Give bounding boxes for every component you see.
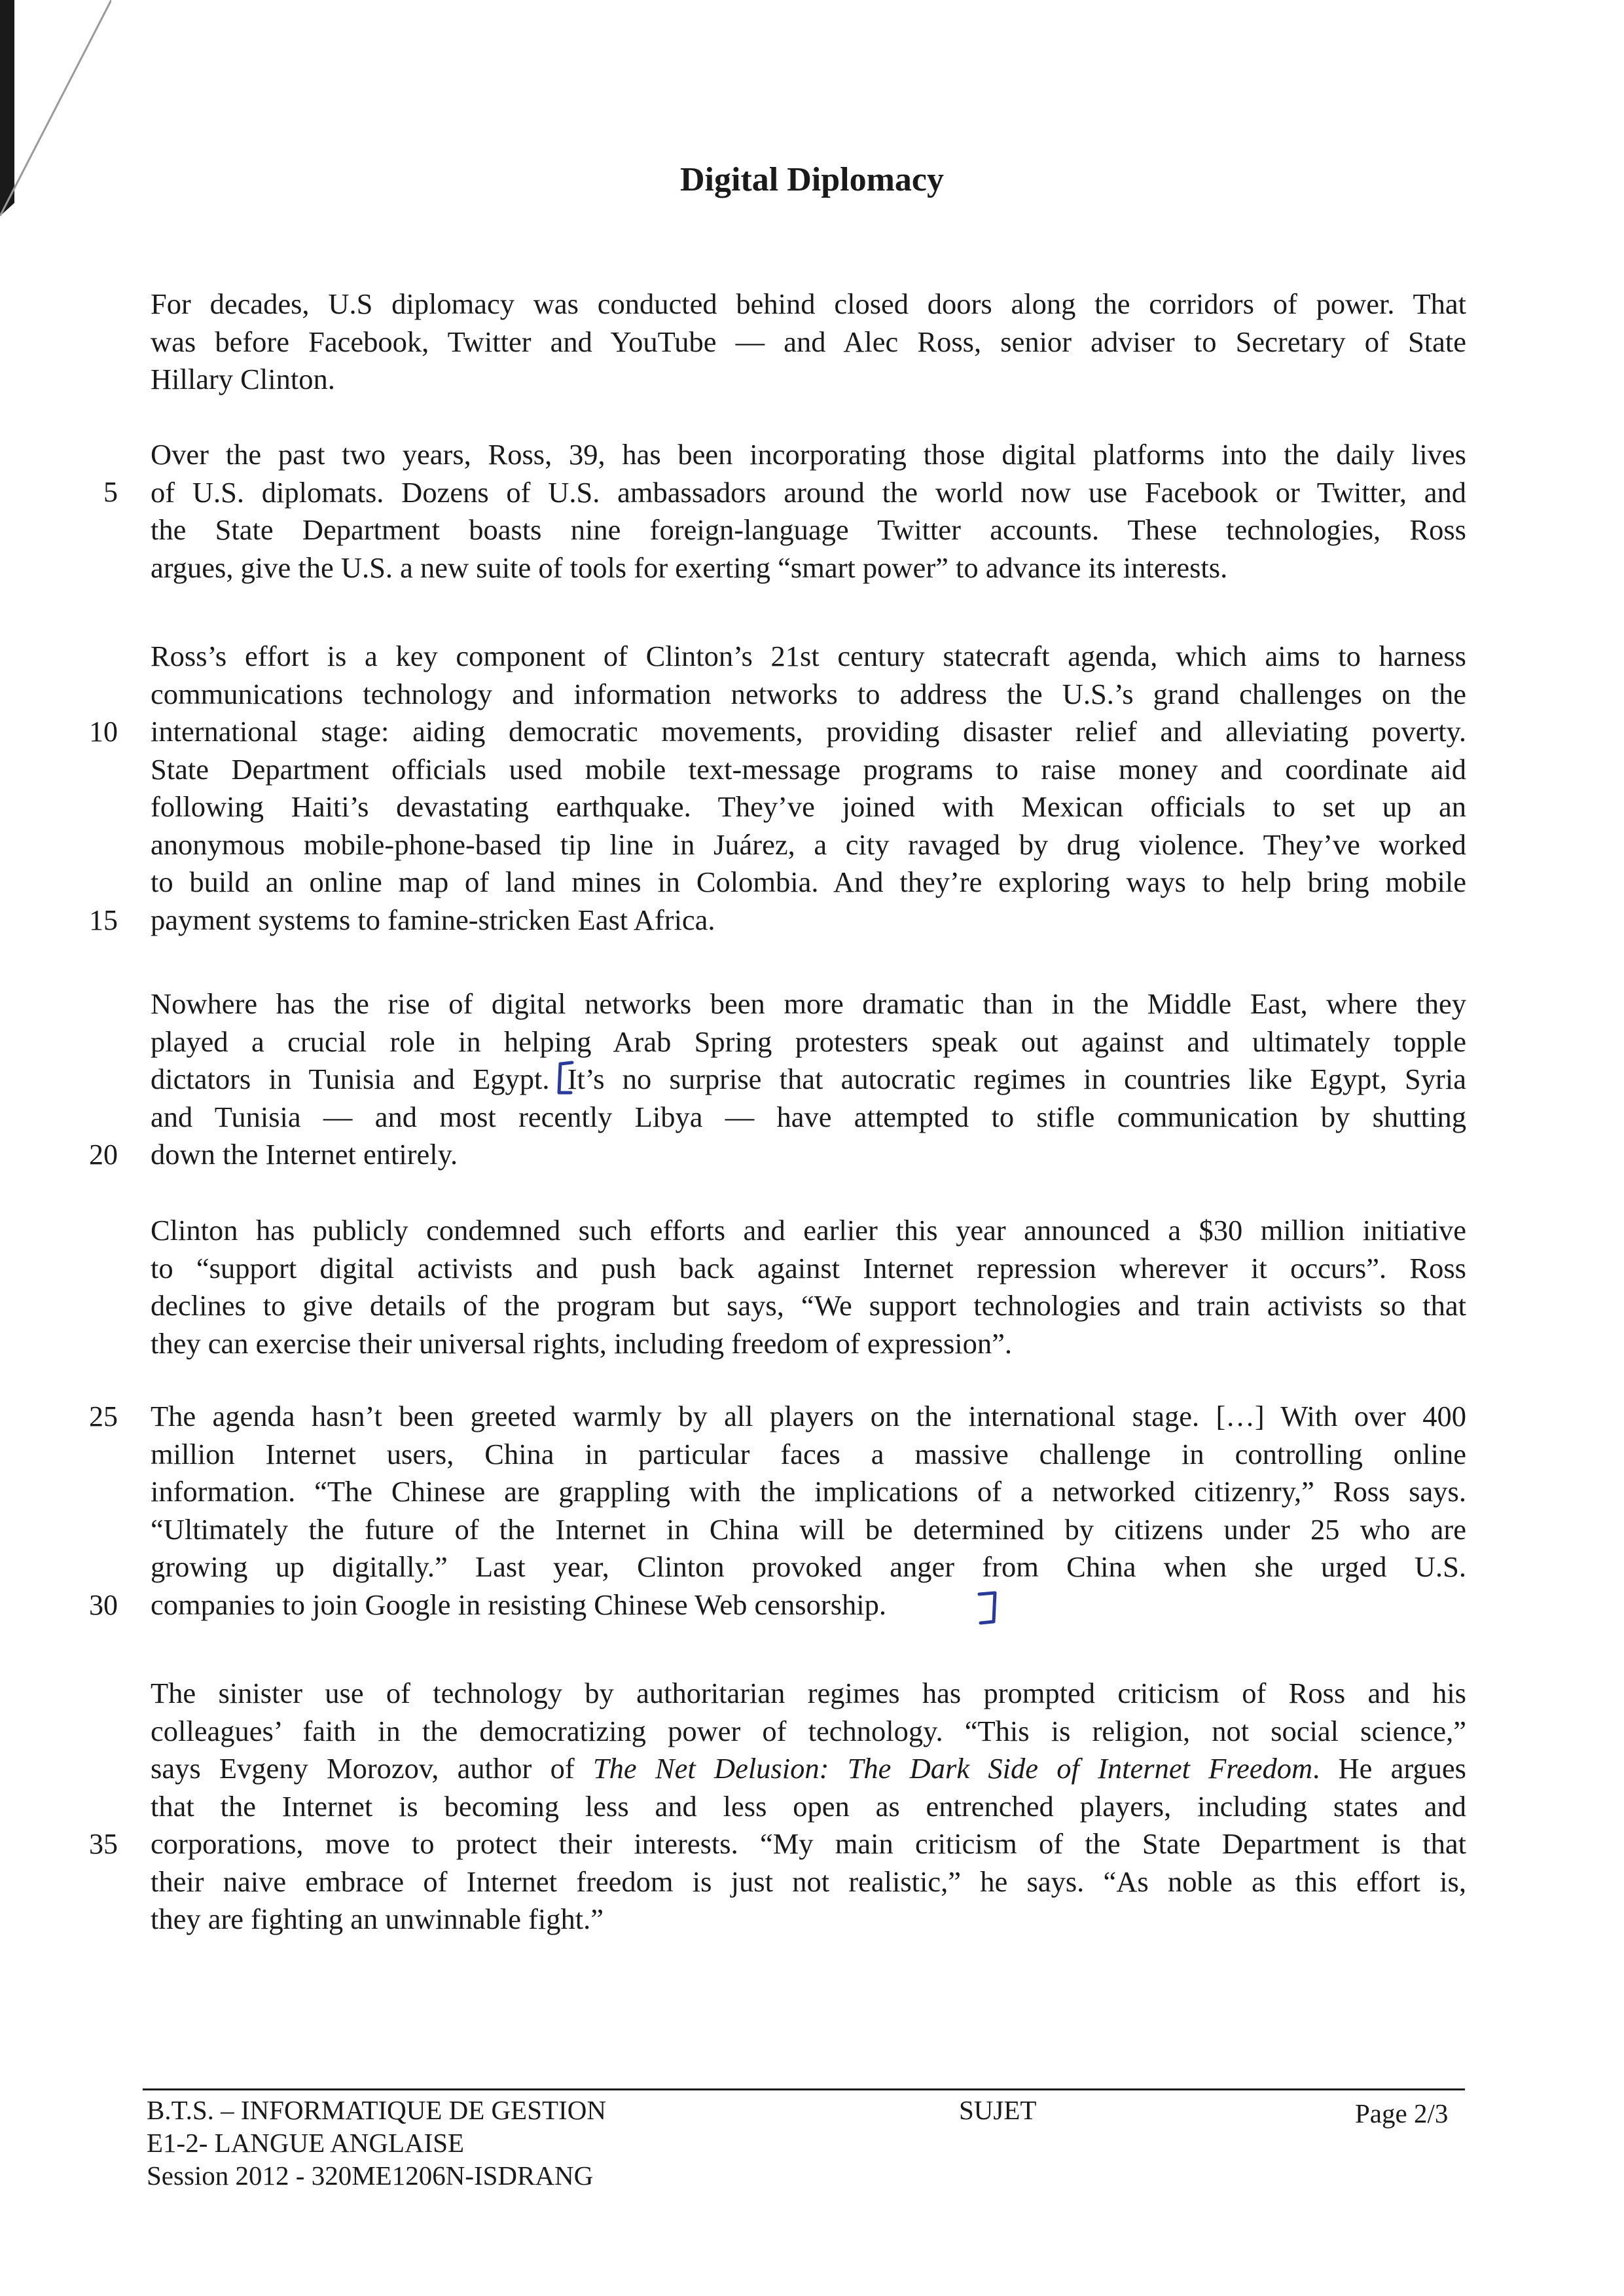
paragraph-1 bbox=[151, 285, 1466, 399]
book-title: The Net Delusion: The Dark Side of Internet Freedom bbox=[592, 1752, 1313, 1785]
text-line: For decades, U.S diplomacy was conducted behind closed doors along the corridors of power. That bbox=[151, 287, 1466, 320]
text-line: colleagues’ faith in the democratizing power of technology. “This is religion, not social science,” bbox=[151, 1714, 1466, 1747]
text-line: was before Facebook, Twitter and YouTube — and Alec Ross, senior adviser to Secretary of State bbox=[151, 325, 1466, 358]
line-number: 25 bbox=[89, 1400, 118, 1432]
text-line: The sinister use of technology by authoritarian regimes has prompted criticism of Ross and his bbox=[151, 1677, 1466, 1709]
text-line: The agenda hasn’t been greeted warmly by all players on the international stage. […] With over 400 bbox=[151, 1400, 1466, 1432]
text-line: anonymous mobile-phone-based tip line in Juárez, a city ravaged by drug violence. They’ve worked bbox=[151, 828, 1466, 861]
text-line: dictators in Tunisia and Egypt. It’s no surprise that autocratic regimes in countries like Egypt, Syria bbox=[151, 1063, 1466, 1095]
line-number: 20 bbox=[89, 1139, 118, 1171]
text-line: their naive embrace of Internet freedom is just not realistic,” he says. “As noble as this effort is, bbox=[151, 1865, 1466, 1898]
text-line: to build an online map of land mines in Colombia. And they’re exploring ways to help bring mobile bbox=[151, 866, 1466, 898]
paragraph-7 bbox=[151, 1675, 1466, 1939]
document-title: Digital Diplomacy bbox=[680, 161, 944, 198]
text-line: declines to give details of the program but says, “We support technologies and train activists so that bbox=[151, 1289, 1466, 1322]
text-line: following Haiti’s devastating earthquake. They’ve joined with Mexican officials to set up an bbox=[151, 790, 1466, 823]
line-number: 5 bbox=[103, 476, 118, 508]
footer-line: Session 2012 - 320ME1206N-ISDRANG bbox=[147, 2160, 594, 2191]
text-line: Over the past two years, Ross, 39, has been incorporating those digital platforms into the daily lives bbox=[151, 438, 1466, 471]
annotation-open-bracket-icon bbox=[555, 1060, 575, 1097]
text-line: million Internet users, China in particular faces a massive challenge in controlling online bbox=[151, 1437, 1466, 1470]
text-line: State Department officials used mobile text-message programs to raise money and coordinate aid bbox=[151, 752, 1466, 786]
text-line: argues, give the U.S. a new suite of tools for exerting “smart power” to advance its interests. bbox=[151, 551, 1228, 584]
text-line: to “support digital activists and push back against Internet repression wherever it occurs”. Ross bbox=[151, 1251, 1466, 1285]
paragraph-4 bbox=[151, 985, 1466, 1174]
footer-page-number: Page 2/3 bbox=[1355, 2098, 1449, 2128]
text-line: “Ultimately the future of the Internet in China will be determined by citizens under 25 who are bbox=[151, 1512, 1466, 1546]
text-line: Ross’s effort is a key component of Clinton’s 21st century statecraft agenda, which aims to harness bbox=[151, 640, 1466, 672]
footer-divider bbox=[143, 2088, 1465, 2090]
paragraph-2 bbox=[151, 436, 1466, 587]
footer-line: B.T.S. – INFORMATIQUE DE GESTION bbox=[147, 2095, 606, 2125]
text-line: they are fighting an unwinnable fight.” bbox=[151, 1903, 604, 1935]
text-line: and Tunisia — and most recently Libya — have attempted to stifle communication by shutting bbox=[151, 1100, 1466, 1133]
paragraph-5 bbox=[151, 1212, 1466, 1362]
text-line: companies to join Google in resisting Chinese Web censorship. bbox=[151, 1588, 886, 1621]
text-line: Clinton has publicly condemned such efforts and earlier this year announced a $30 million initiative bbox=[151, 1214, 1466, 1247]
paragraph-6 bbox=[151, 1398, 1466, 1624]
line-number: 30 bbox=[89, 1589, 118, 1621]
footer-subject-label: SUJET bbox=[959, 2095, 1037, 2125]
line-number: 35 bbox=[89, 1828, 118, 1860]
text-line: they can exercise their universal rights, including freedom of expression”. bbox=[151, 1326, 1013, 1360]
text-line: of U.S. diplomats. Dozens of U.S. ambassadors around the world now use Facebook or Twitter, and bbox=[151, 475, 1466, 509]
text-line: says Evgeny Morozov, author of The Net Delusion: The Dark Side of Internet Freedom. He argues bbox=[151, 1752, 1466, 1785]
text-line: information. “The Chinese are grappling with the implications of a networked citizenry,” Ross says. bbox=[151, 1475, 1466, 1508]
paragraph-3 bbox=[151, 638, 1466, 939]
text-line: played a crucial role in helping Arab Spring protesters speak out against and ultimately topple bbox=[151, 1025, 1466, 1058]
footer-line: E1-2- LANGUE ANGLAISE bbox=[147, 2128, 465, 2158]
annotation-close-bracket-icon bbox=[975, 1590, 1001, 1628]
footer-exam-info bbox=[147, 2094, 606, 2192]
text-line: the State Department boasts nine foreign-language Twitter accounts. These technologies, Ross bbox=[151, 513, 1466, 546]
text-line: growing up digitally.” Last year, Clinton provoked anger from China when she urged U.S. bbox=[151, 1550, 1466, 1583]
text-line: international stage: aiding democratic movements, providing disaster relief and alleviating poverty. bbox=[151, 715, 1466, 748]
text-line: Hillary Clinton. bbox=[151, 363, 335, 395]
text-line: that the Internet is becoming less and less open as entrenched players, including states and bbox=[151, 1789, 1466, 1823]
line-number: 10 bbox=[89, 716, 118, 748]
text-line: Nowhere has the rise of digital networks been more dramatic than in the Middle East, where they bbox=[151, 987, 1466, 1020]
text-line: corporations, move to protect their interests. “My main criticism of the State Department is that bbox=[151, 1827, 1466, 1860]
text-line: down the Internet entirely. bbox=[151, 1138, 458, 1171]
line-number: 15 bbox=[89, 904, 118, 936]
text-line: communications technology and information networks to address the U.S.’s grand challenges on the bbox=[151, 677, 1466, 710]
text-line: payment systems to famine-stricken East Africa. bbox=[151, 903, 715, 936]
